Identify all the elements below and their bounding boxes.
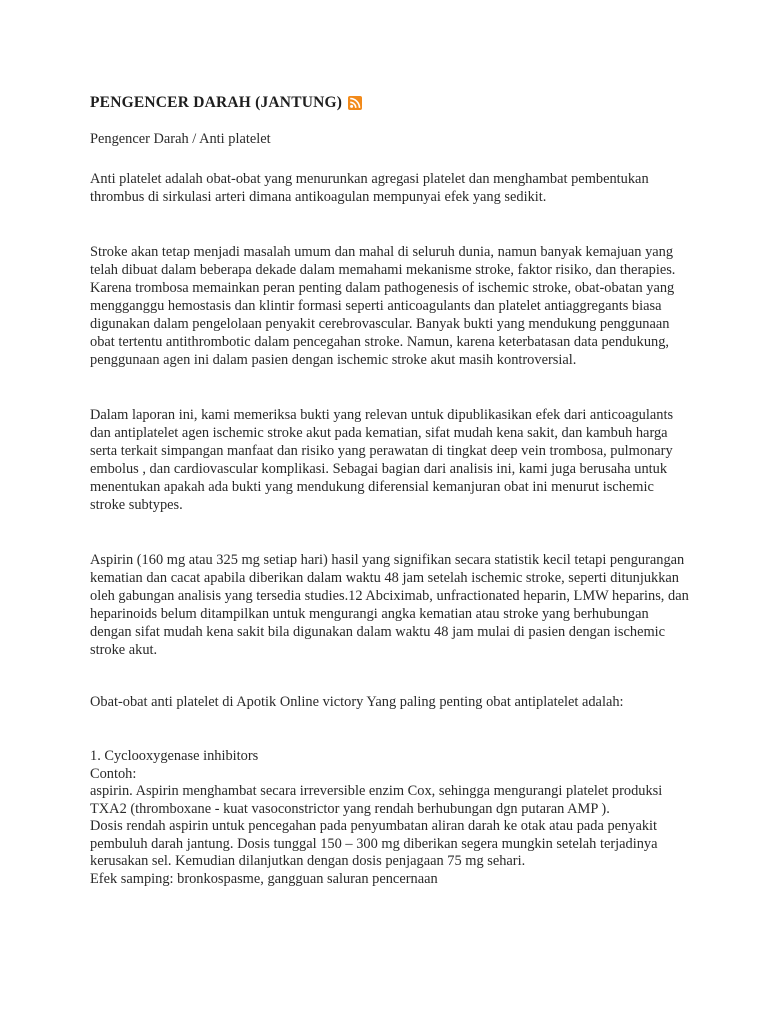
paragraph-stroke: Stroke akan tetap menjadi masalah umum dan mahal di seluruh dunia, namun banyak kemajuan yang telah dibuat dalam beberapa dekade dalam memahami mekanisme stroke, faktor risiko, dan therapies. Karena trombosa memainkan peran penting dalam pathogenesis of ischemic stroke, obat-obatan yang mengganggu hemostasis dan klintir formasi seperti anticoagulants dan platelet antiaggregants biasa digunakan dalam pengelolaan penyakit cerebrovascular. Banyak bukti yang mendukung penggunaan obat tertentu antithrombotic dalam pencegahan stroke. Namun, karena keterbatasan data pendukung, penggunaan agen ini dalam pasien dengan ischemic stroke akut masih kontroversial. [90, 244, 676, 368]
list-item: Dosis rendah aspirin untuk pencegahan pada penyumbatan aliran darah ke otak atau pada penyakit pembuluh darah jantung. Dosis tunggal 150 – 300 mg diberikan segera mungkin setelah terjadinya kerusakan sel. Kemudian dilanjutkan dengan dosis penjagaan 75 mg sehari. [90, 818, 658, 869]
list-example-label: Contoh: [90, 765, 137, 782]
list-item: Efek samping: bronkospasme, gangguan saluran pencernaan [90, 870, 438, 887]
list-item: aspirin. Aspirin menghambat secara irreversible enzim Cox, sehingga mengurangi platelet produksi TXA2 (thromboxane - kuat vasoconstrictor yang rendah berhubungan dgn putaran AMP ). [90, 783, 663, 817]
paragraph-aspirin: Aspirin (160 mg atau 325 mg setiap hari) hasil yang signifikan secara statistik kecil tetapi pengurangan kematian dan cacat apabila diberikan dalam waktu 48 jam setelah ischemic stroke, seperti ditunjukkan oleh gabungan analisis yang tersedia studies.12 Abciximab, unfractionated heparin, LMW heparins, dan heparinoids belum ditampilkan untuk mengurangi angka kematian atau stroke yang berhubungan dengan sifat mudah kena sakit bila digunakan dalam waktu 48 jam mulai di pasien dengan ischemic stroke akut. [90, 552, 689, 658]
title-row [90, 94, 690, 112]
paragraph-intro: Anti platelet adalah obat-obat yang menurunkan agregasi platelet dan menghambat pembentukan thrombus di sirkulasi arteri dimana antikoagulan mempunyai efek yang sedikit. [90, 171, 649, 205]
page-title: PENGENCER DARAH (JANTUNG) [90, 94, 343, 111]
document-page [90, 94, 690, 888]
drug-list [90, 748, 690, 888]
paragraph-drug-list-intro: Obat-obat anti platelet di Apotik Online victory Yang paling penting obat antiplatelet adalah: [90, 694, 624, 710]
document-subtitle: Pengencer Darah / Anti platelet [90, 131, 271, 147]
paragraph-report: Dalam laporan ini, kami memeriksa bukti yang relevan untuk dipublikasikan efek dari anticoagulants dan antiplatelet agen ischemic stroke akut pada kematian, sifat mudah kena sakit, dan kambuh harga serta terkait simpangan manfaat dan risiko yang perawatan di tingkat deep vein trombosa, pulmonary embolus , dan cardiovascular komplikasi. Sebagai bagian dari analisis ini, kami juga berusaha untuk menentukan apakah ada bukti yang mendukung diferensial kemanjuran obat ini menurut ischemic stroke subtypes. [90, 407, 674, 513]
rss-feed-icon[interactable] [348, 96, 362, 110]
list-heading: 1. Cyclooxygenase inhibitors [90, 748, 259, 764]
